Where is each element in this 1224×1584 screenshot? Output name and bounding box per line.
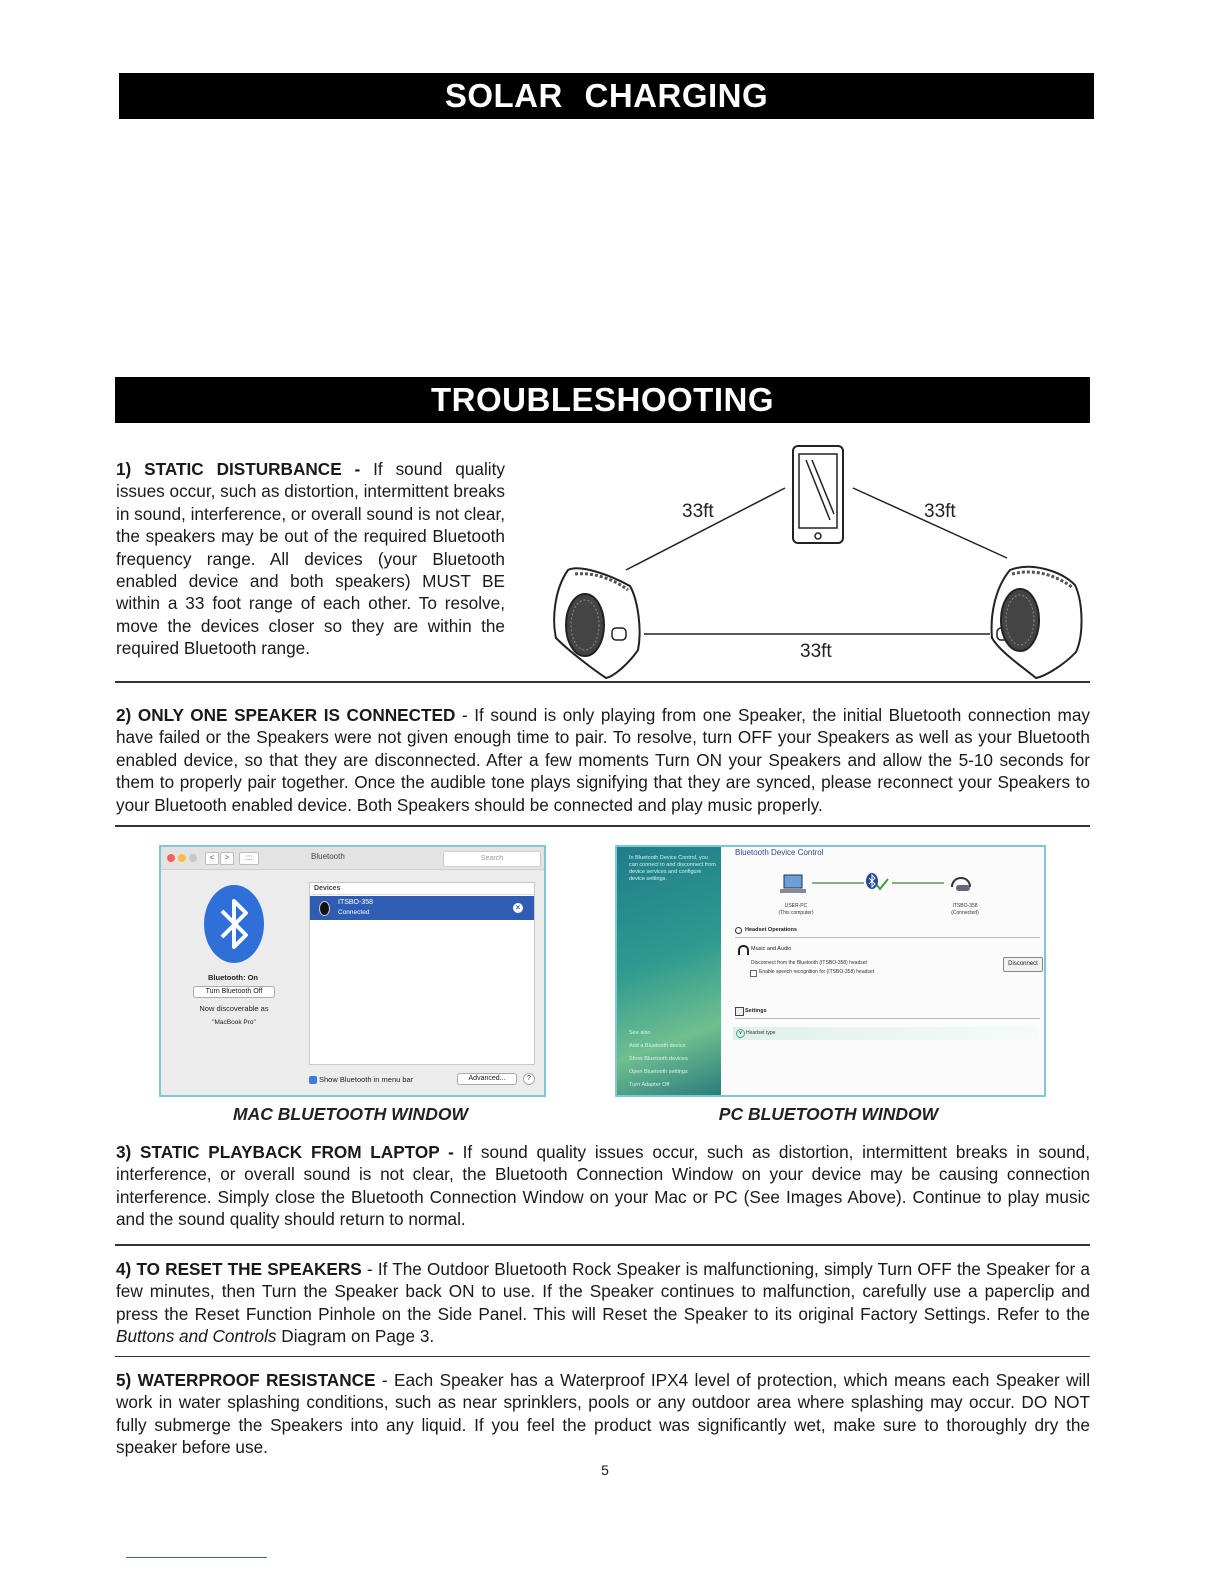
show-all-button[interactable]: :::: [239, 852, 259, 865]
open-settings-link[interactable]: Open Bluetooth settings: [629, 1069, 688, 1075]
right-distance-label: 33ft: [924, 501, 956, 522]
headphones-icon: [738, 945, 749, 955]
settings-heading: Settings: [745, 1008, 767, 1014]
buttons-controls-reference: Buttons and Controls: [116, 1326, 277, 1347]
reset-body-end: Diagram on Page 3.: [276, 1326, 435, 1347]
bluetooth-status: Bluetooth: On: [208, 973, 258, 982]
headset-type-label: Headset type: [746, 1030, 776, 1036]
pc-sidebar: [617, 847, 721, 1095]
mac-window-caption: MAC BLUETOOTH WINDOW: [233, 1104, 468, 1124]
divider: [735, 937, 1040, 938]
advanced-button[interactable]: Advanced...: [457, 1073, 517, 1085]
chevron-down-icon: v: [736, 1029, 745, 1038]
see-also-label: See also: [629, 1030, 651, 1036]
pc-sidebar-description: In Bluetooth Device Control, you can connect to and disconnect from device services and configure device settings.: [629, 855, 716, 882]
right-rock-speaker-icon: [992, 567, 1082, 678]
device-label: (Connected): [951, 910, 979, 916]
device-status: Connected: [338, 909, 370, 916]
right-range-line: [853, 488, 1007, 558]
laptop-playback-heading: 3) STATIC PLAYBACK FROM LAPTOP -: [116, 1142, 454, 1162]
reset-paragraph: [116, 1258, 1090, 1348]
pc-main-panel: [721, 847, 1044, 1095]
mac-window-title: Bluetooth: [311, 852, 345, 861]
search-input[interactable]: Search: [443, 851, 541, 867]
one-speaker-paragraph: [116, 704, 1090, 816]
left-distance-label: 33ft: [682, 501, 714, 522]
one-speaker-body: - If sound is only playing from one Speaker, the initial Bluetooth connection may have failed or the Speakers were not given enough time to pair. To resolve, turn OFF your Speakers as well as your Bluetooth enabled device, so that they are disconnected. After a few moments Turn ON your Speakers and allow the 5-10 seconds for them to properly pair together. Once the audible tone plays signifying that they are synced, please reconnect your Speakers to your Bluetooth enabled device. Both Speakers should be connected and play music properly.: [116, 705, 1090, 815]
bluetooth-icon: [203, 884, 265, 964]
static-disturbance-body: If sound quality issues occur, such as distortion, intermittent breaks in sound, interference, or overall sound is not clear, the speakers may be out of the required Bluetooth frequency range. All devices (your Bluetooth enabled device and both speakers) MUST BE within a 33 foot range of each other. To resolve, move the devices closer so they are within the required Bluetooth range.: [116, 459, 505, 659]
page-number: 5: [601, 1462, 609, 1478]
pc-window-caption: PC BLUETOOTH WINDOW: [718, 1104, 939, 1124]
computer-icon: [780, 875, 806, 893]
phone-icon: [793, 446, 843, 543]
speaker-icon: [319, 901, 330, 916]
solar-charging-banner: SOLAR CHARGING: [119, 73, 1094, 119]
menu-bar-checkbox-label: Show Bluetooth in menu bar: [319, 1075, 414, 1084]
headset-type-row[interactable]: [733, 1027, 1038, 1040]
bottom-distance-label: 33ft: [800, 641, 832, 662]
minimize-dot-icon: [178, 854, 186, 862]
pc-window-title: Bluetooth Device Control: [735, 848, 824, 857]
show-devices-link[interactable]: Show Bluetooth devices: [629, 1056, 688, 1062]
headset-operations-heading: Headset Operations: [745, 927, 797, 933]
bluetooth-small-icon: [866, 873, 878, 889]
menu-bar-checkbox[interactable]: [309, 1076, 317, 1084]
settings-icon: [735, 1007, 744, 1016]
waterproof-body: - Each Speaker has a Waterproof IPX4 level of protection, which means each Speaker will work in water splashing conditions, such as near sprinklers, pools or any outdoor area where splashing may occur. DO NOT fully submerge the Speakers into any liquid. If you feel the product was significantly wet, make sure to thoroughly dry the speaker before use.: [116, 1370, 1091, 1458]
help-button[interactable]: ?: [523, 1073, 535, 1085]
zoom-dot-icon: [189, 854, 197, 862]
forward-button[interactable]: >: [220, 852, 234, 865]
troubleshooting-banner: TROUBLESHOOTING: [115, 377, 1090, 423]
search-icon: [735, 927, 742, 934]
computer-name: USER-PC: [784, 903, 808, 909]
headset-icon: [952, 878, 970, 891]
left-rock-speaker-icon: [554, 568, 639, 678]
speech-option-label: Enable speech recognition for (ITSBO-358) headset: [759, 969, 875, 975]
add-device-link[interactable]: Add a Bluetooth device: [629, 1043, 686, 1049]
disconnect-x-icon[interactable]: ×: [513, 903, 523, 913]
computer-name: "MacBook Pro": [212, 1019, 256, 1026]
computer-label: (This computer): [778, 910, 814, 916]
back-button[interactable]: <: [205, 852, 219, 865]
mac-bluetooth-window: [159, 845, 546, 1097]
laptop-playback-body: If sound quality issues occur, such as distortion, intermittent breaks in sound, interference, or overall sound is not clear, the Bluetooth Connection Window on your device may be causing connection interference. Simply close the Bluetooth Connection Window on your Mac or PC (See Images Above). Continue to play music and the sound quality should return to normal.: [116, 1142, 1090, 1230]
static-disturbance-heading: 1) STATIC DISTURBANCE -: [116, 459, 361, 479]
check-icon: [877, 879, 888, 889]
disconnect-button[interactable]: Disconnect: [1003, 957, 1043, 972]
device-row[interactable]: [310, 896, 534, 920]
device-name: ITSBO-358: [338, 899, 374, 906]
pc-bluetooth-window: [615, 845, 1046, 1097]
waterproof-heading: 5) WATERPROOF RESISTANCE: [116, 1370, 376, 1390]
bluetooth-range-diagram: [540, 440, 1100, 685]
speech-checkbox[interactable]: [750, 970, 757, 977]
section-divider: [115, 1356, 1090, 1357]
pc-sidebar-links: [629, 1027, 688, 1092]
mac-titlebar: [161, 847, 544, 870]
devices-header: Devices: [310, 883, 534, 895]
section-divider: [115, 825, 1090, 827]
divider: [735, 1018, 1040, 1019]
section-divider: [115, 1244, 1090, 1246]
turn-adapter-off-link[interactable]: Turn Adapter Off: [629, 1082, 670, 1088]
static-disturbance-paragraph: [116, 458, 505, 660]
reset-heading: 4) TO RESET THE SPEAKERS: [116, 1259, 362, 1279]
section-divider: [115, 681, 1090, 683]
footer-line: [126, 1557, 267, 1558]
devices-list: [309, 882, 535, 1065]
turn-bluetooth-off-button[interactable]: Turn Bluetooth Off: [193, 986, 275, 998]
connection-diagram: [776, 867, 986, 907]
close-dot-icon: [167, 854, 175, 862]
reset-body: - If The Outdoor Bluetooth Rock Speaker is malfunctioning, simply Turn OFF the Speaker for a few minutes, then Turn the Speaker back ON to use. If the Speaker continues to malfunction, carefully use a paperclip and press the Reset Function Pinhole on the Side Panel. This will Reset the Speaker to its original Factory Settings. Refer to the: [116, 1259, 1090, 1324]
discoverable-text: Now discoverable as: [199, 1004, 269, 1013]
laptop-playback-paragraph: [116, 1141, 1090, 1231]
one-speaker-heading: 2) ONLY ONE SPEAKER IS CONNECTED: [116, 705, 456, 725]
device-name: ITSBO-358: [952, 903, 978, 909]
music-audio-label: Music and Audio: [751, 946, 792, 952]
waterproof-paragraph: [116, 1369, 1090, 1459]
disconnect-description: Disconnect from the Bluetooth (ITSBO-358) headset: [751, 960, 867, 966]
